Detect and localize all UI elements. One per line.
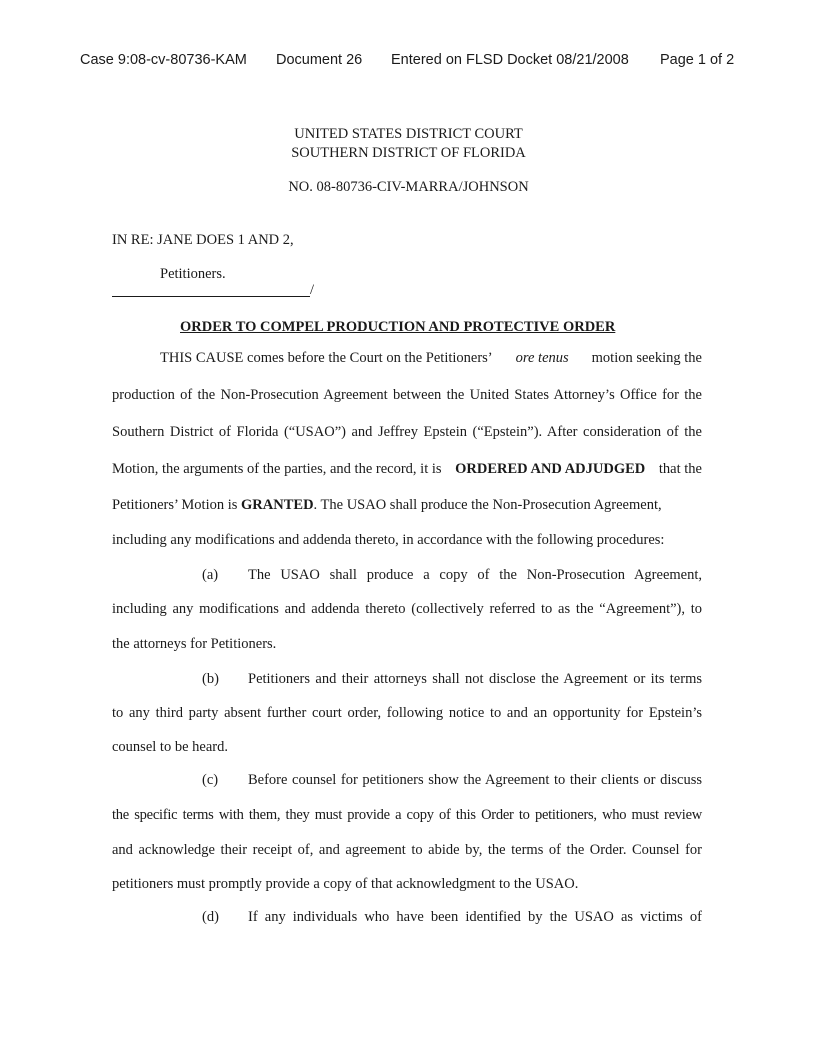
text-run: motion seeking the: [591, 350, 702, 366]
item-c-line-2: the specific terms with them, they must provide a copy of this Order to petitioners, who must review: [112, 807, 702, 823]
item-b-line-2: to any third party absent further court order, following notice to and an opportunity for Epstein’s: [112, 705, 702, 721]
page-count-stamp: Page 1 of 2: [660, 52, 735, 68]
document-number-stamp: Document 26: [276, 52, 363, 68]
item-b-label: (b): [202, 671, 219, 687]
item-c-line-3: and acknowledge their receipt of, and agreement to abide by, the terms of the Order. Counsel for: [112, 842, 702, 858]
item-b-line-1: Petitioners and their attorneys shall not disclose the Agreement or its terms: [248, 671, 702, 687]
paragraph-1-line-5: [112, 497, 702, 514]
item-a-line-2: including any modifications and addenda thereto (collectively referred to as the “Agreement”), to: [112, 601, 702, 617]
text-run: Petitioners’ Motion is: [112, 497, 238, 513]
item-a-line-1: The USAO shall produce a copy of the Non-Prosecution Agreement,: [248, 567, 702, 583]
item-a-label: (a): [202, 567, 219, 583]
order-title: ORDER TO COMPEL PRODUCTION AND PROTECTIVE ORDER: [180, 319, 616, 335]
paragraph-1-line-1: [160, 350, 702, 367]
caption-slash: /: [310, 282, 315, 298]
court-district: SOUTHERN DISTRICT OF FLORIDA: [291, 145, 526, 161]
paragraph-1-line-6: including any modifications and addenda thereto, in accordance with the following procedures:: [112, 532, 665, 548]
item-c-line-4: petitioners must promptly provide a copy of that acknowledgment to the USAO.: [112, 876, 579, 892]
paragraph-1-line-2: production of the Non-Prosecution Agreement between the United States Attorney’s Office for the: [112, 387, 702, 403]
paragraph-1-line-4: [112, 461, 702, 478]
docket-entry-stamp: Entered on FLSD Docket 08/21/2008: [391, 52, 629, 68]
case-number-stamp: Case 9:08-cv-80736-KAM: [80, 52, 247, 68]
text-run: Motion, the arguments of the parties, and the record, it is: [112, 461, 442, 477]
latin-phrase: ore tenus: [515, 350, 569, 366]
item-c-line-1: Before counsel for petitioners show the Agreement to their clients or discuss: [248, 772, 702, 788]
granted: GRANTED: [241, 497, 314, 513]
item-a-line-3: the attorneys for Petitioners.: [112, 636, 277, 652]
text-run: that the: [658, 461, 702, 477]
text-run: . The USAO shall produce the Non-Prosecution Agreement,: [313, 497, 662, 513]
caption-rule: [112, 296, 310, 297]
caption-party: Petitioners.: [160, 266, 226, 282]
item-c-label: (c): [202, 772, 219, 788]
paragraph-1-line-3: Southern District of Florida (“USAO”) and Jeffrey Epstein (“Epstein”). After consideration of the: [112, 424, 702, 440]
item-d-label: (d): [202, 909, 219, 925]
court-name: UNITED STATES DISTRICT COURT: [294, 126, 523, 142]
text-run: THIS CAUSE comes before the Court on the Petitioners’: [160, 350, 493, 366]
ordered-adjudged: ORDERED AND ADJUDGED: [455, 461, 646, 477]
caption-in-re: IN RE: JANE DOES 1 AND 2,: [112, 232, 294, 248]
item-b-line-3: counsel to be heard.: [112, 739, 228, 755]
item-d-line-1: If any individuals who have been identified by the USAO as victims of: [248, 909, 702, 925]
case-number: NO. 08-80736-CIV-MARRA/JOHNSON: [288, 179, 529, 195]
